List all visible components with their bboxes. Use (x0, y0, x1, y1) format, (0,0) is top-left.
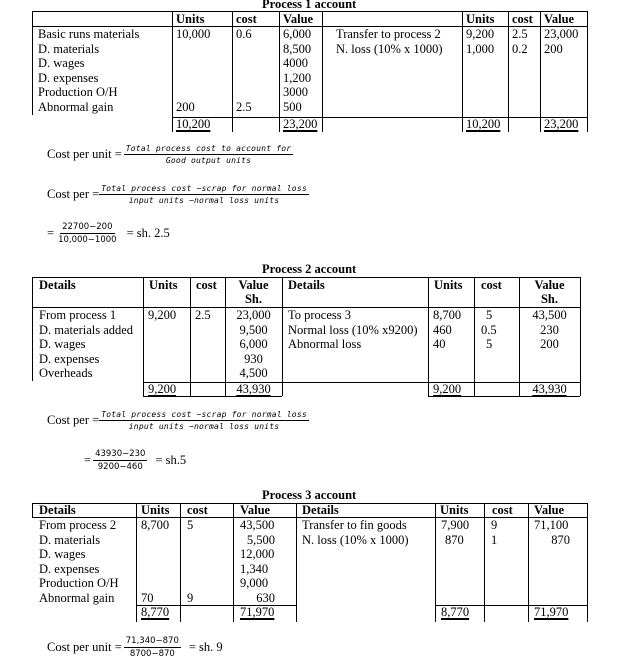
p3-credit-units-header: Units (440, 503, 469, 517)
row-cost: 9 (187, 590, 194, 605)
p2-debit-total-units: 9,200 (148, 382, 177, 396)
formula3-line (47, 636, 223, 659)
row-value: 5,500 (246, 532, 275, 547)
row-details: Transfer to fin goods (302, 518, 407, 532)
formula-denominator: 8700−870 (129, 649, 175, 659)
row-value: 8,500 (283, 41, 312, 56)
formula-denominator: Good output units (165, 156, 252, 165)
p2-debit-value-subheader: Sh. (244, 292, 263, 306)
p2-credit-details-header: Details (288, 278, 325, 292)
row-cost: 0.2 (512, 41, 528, 56)
process3-title: Process 3 account (262, 488, 357, 502)
p2-debit-total-value: 43,930 (236, 382, 271, 396)
row-units: 10,000 (176, 27, 211, 41)
row-details: D. wages (38, 56, 85, 70)
row-value: 12,000 (240, 547, 275, 561)
row-cost: 2.5 (236, 100, 252, 114)
row-details: Normal loss (10% x9200) (288, 322, 418, 337)
row-value: 870 (551, 532, 570, 547)
row-details: Production O/H (39, 576, 119, 590)
row-details: From process 2 (39, 518, 117, 532)
row-value: 630 (256, 590, 275, 605)
row-details: From process 1 (39, 308, 117, 322)
row-value: 200 (544, 41, 563, 56)
row-units: 870 (445, 532, 464, 547)
formula-numerator: 71,340−870 (125, 636, 179, 646)
p1-debit-cost-header: cost (236, 12, 257, 26)
p3-debit-total-units: 8,770 (141, 605, 170, 619)
p1-debit-total-units: 10,200 (176, 117, 211, 131)
row-details: Basic runs materials (38, 27, 140, 41)
row-details: Transfer to process 2 (336, 27, 441, 41)
row-cost: 0.5 (481, 322, 497, 337)
row-details: D. wages (39, 547, 86, 561)
p3-credit-total-value: 71,970 (534, 605, 569, 619)
formula1-line2 (47, 184, 311, 205)
row-value: 71,100 (534, 518, 569, 532)
p2-debit-details-header: Details (39, 278, 76, 292)
row-units: 70 (141, 590, 154, 605)
formula-numerator: Total process cost to account for (125, 144, 292, 153)
row-cost: 9 (491, 518, 498, 532)
row-details: D. materials (39, 532, 101, 547)
row-units: 1,000 (466, 41, 495, 56)
p3-debit-details-header: Details (39, 503, 76, 517)
row-value: 930 (244, 351, 263, 366)
row-cost: 2.5 (512, 27, 528, 41)
row-details: Overheads (39, 366, 93, 380)
row-units: 9,200 (148, 308, 177, 322)
p2-credit-total-units: 9,200 (433, 382, 462, 396)
p3-credit-details-header: Details (302, 503, 339, 517)
p1-debit-total-value: 23,200 (283, 117, 318, 131)
row-details: Production O/H (38, 85, 118, 99)
p2-credit-value-header: Value (534, 278, 565, 292)
row-value: 3000 (283, 85, 308, 99)
row-details: Abnormal gain (38, 100, 114, 114)
p1-credit-cost-header: cost (512, 12, 533, 26)
row-cost: 5 (486, 337, 493, 351)
formula-numerator: Total process cost −scrap for normal loss (101, 410, 307, 419)
formula2-line1 (47, 410, 311, 431)
row-details: D. expenses (39, 561, 100, 576)
row-cost: 5 (187, 518, 194, 532)
formula-numerator: Total process cost −scrap for normal loss (101, 184, 307, 193)
row-details: D. wages (39, 337, 86, 351)
row-details: D. expenses (39, 351, 100, 366)
process1-title: Process 1 account (262, 0, 357, 11)
row-value: 1,200 (283, 70, 312, 85)
p2-debit-cost-header: cost (196, 278, 217, 292)
p1-credit-total-value: 23,200 (544, 117, 579, 131)
formula1-line3 (47, 222, 170, 245)
p1-debit-units-header: Units (176, 12, 205, 26)
row-value: 4,500 (239, 366, 268, 380)
row-details: D. expenses (38, 70, 99, 85)
p1-debit-value-header: Value (283, 12, 314, 26)
formula-label: Cost per = (47, 413, 100, 427)
row-units: 200 (176, 100, 195, 114)
row-cost: 1 (491, 532, 498, 547)
row-units: 8,700 (433, 308, 462, 322)
formula-denominator: 10,000−1000 (58, 235, 117, 245)
p3-debit-value-header: Value (240, 503, 271, 517)
formula-numerator: 22700−200 (62, 222, 113, 232)
formula2-line2 (84, 449, 186, 472)
formula-result: = sh. 2.5 (126, 226, 170, 240)
row-units: 9,200 (466, 27, 495, 41)
formula-label: Cost per unit = (47, 147, 122, 161)
row-value: 6,000 (239, 337, 268, 351)
formula-numerator: 43930−230 (95, 449, 146, 459)
row-units: 7,900 (441, 518, 470, 532)
row-value: 9,500 (239, 322, 268, 337)
row-units: 460 (433, 322, 452, 337)
formula-denominator: input units −normal loss units (128, 422, 280, 431)
formula1-line1 (47, 144, 295, 165)
formula-label: Cost per = (47, 187, 100, 201)
row-details: N. loss (10% x 1000) (302, 532, 409, 547)
p3-credit-cost-header: cost (492, 503, 513, 517)
row-cost: 0.6 (236, 27, 252, 41)
p3-debit-units-header: Units (141, 503, 170, 517)
formula-result: = sh. 9 (188, 640, 223, 654)
p2-credit-value-subheader: Sh. (540, 292, 559, 306)
row-value: 200 (540, 337, 559, 351)
p2-credit-units-header: Units (434, 278, 463, 292)
row-details: To process 3 (288, 308, 352, 322)
row-details: D. materials (38, 41, 100, 56)
row-value: 9,000 (240, 576, 269, 590)
row-value: 23,000 (236, 308, 271, 322)
p1-credit-units-header: Units (466, 12, 495, 26)
row-value: 500 (283, 100, 302, 114)
formula-denominator: 9200−460 (97, 462, 143, 472)
row-details: D. materials added (39, 322, 134, 337)
formula-label: Cost per unit = (47, 640, 122, 654)
formula-equals: = (84, 453, 92, 467)
row-value: 230 (540, 322, 559, 337)
p2-credit-total-value: 43,930 (532, 382, 567, 396)
p2-debit-value-header: Value (238, 278, 269, 292)
row-value: 6,000 (283, 27, 312, 41)
row-value: 1,340 (240, 561, 269, 576)
p2-debit-units-header: Units (149, 278, 178, 292)
row-units: 8,700 (141, 518, 170, 532)
row-cost: 5 (486, 308, 493, 322)
p3-credit-total-units: 8,770 (441, 605, 470, 619)
formula-result: = sh.5 (155, 453, 187, 467)
p1-credit-value-header: Value (544, 12, 575, 26)
row-details: N. loss (10% x 1000) (336, 41, 443, 56)
p3-debit-total-value: 71,970 (240, 605, 275, 619)
row-value: 4000 (283, 56, 308, 70)
p3-credit-value-header: Value (534, 503, 565, 517)
process2-title: Process 2 account (262, 262, 357, 276)
row-value: 23,000 (544, 27, 579, 41)
row-units: 40 (433, 337, 446, 351)
p1-credit-total-units: 10,200 (466, 117, 501, 131)
row-details: Abnormal loss (288, 337, 362, 351)
p3-debit-cost-header: cost (187, 503, 208, 517)
row-value: 43,500 (532, 308, 567, 322)
row-value: 43,500 (240, 518, 275, 532)
row-cost: 2.5 (195, 308, 211, 322)
p2-credit-cost-header: cost (481, 278, 502, 292)
formula-denominator: input units −normal loss units (128, 196, 280, 205)
formula-equals: = (47, 226, 55, 240)
row-details: Abnormal gain (39, 590, 115, 605)
